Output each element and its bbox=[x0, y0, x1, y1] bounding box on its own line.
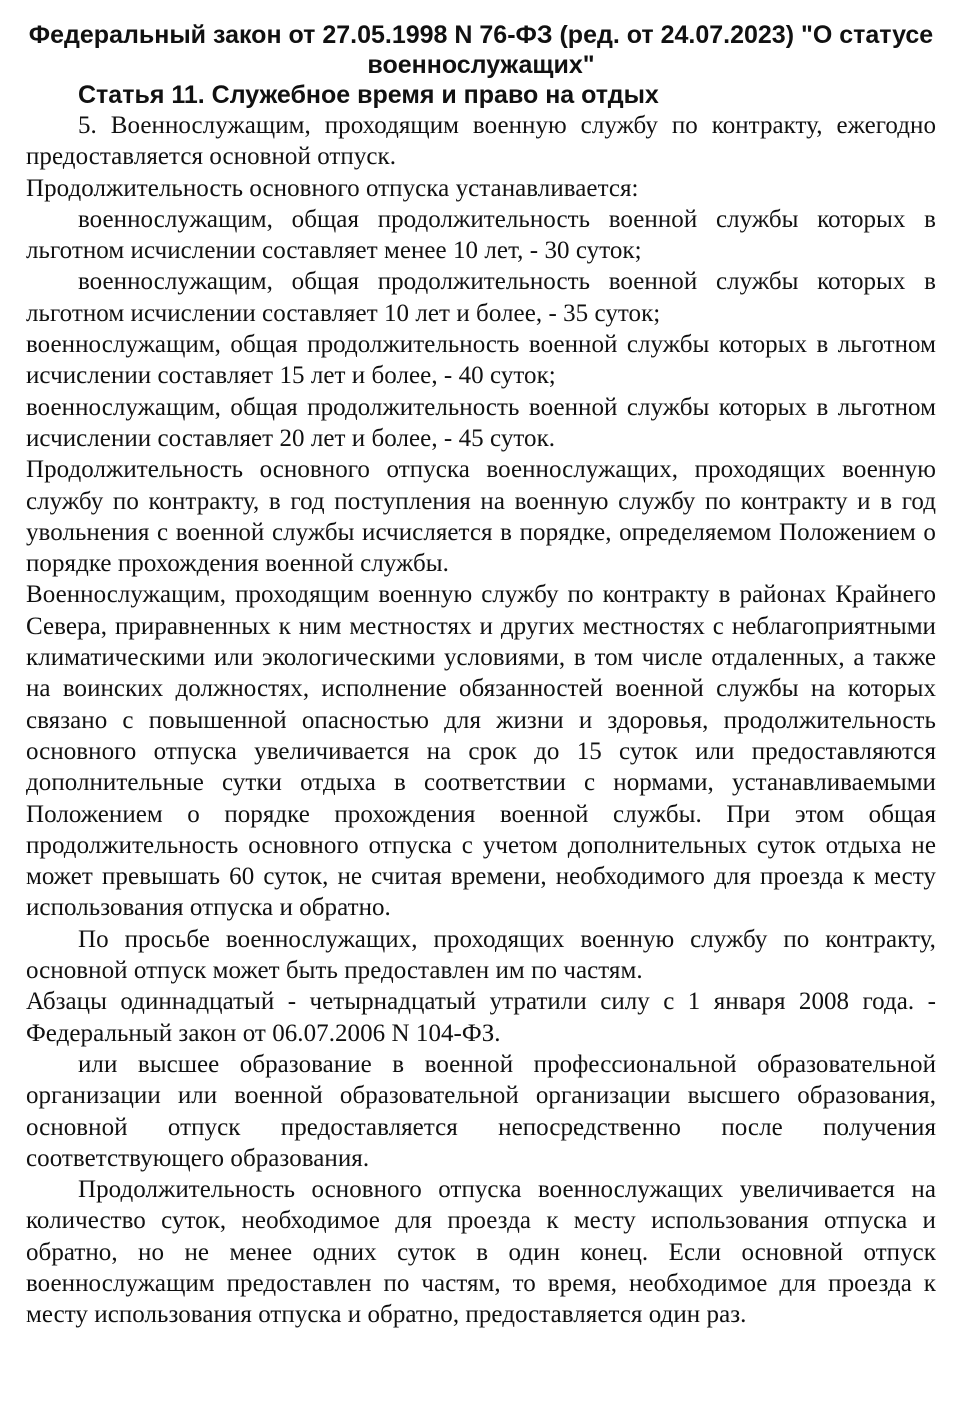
paragraph-main-leave: 5. Военнослужащим, проходящим военную службу по контракту, ежегодно предоставляется основной отпуск. bbox=[26, 112, 936, 171]
paragraph-split-leave: По просьбе военнослужащих, проходящих военную службу по контракту, основной отпуск может быть предоставлен им по частям. bbox=[26, 925, 936, 985]
paragraph-travel-time: Продолжительность основного отпуска военнослужащих увеличивается на количество суток, необходимое для проезда к месту использования отпуска и обратно, но не менее одних суток в один конец. Если основной отпуск военнослужащим предоставлен по частям, то время, необходимое для проезда к месту использования отпуска и обратно, предоставляется один раз. bbox=[26, 1176, 936, 1329]
paragraph-first-last-year: Продолжительность основного отпуска военнослужащих, проходящих военную службу по контракту, в год поступления на военную службу по контракту и в год увольнения с военной службы исчисляется в порядке, определяемом Положением о порядке прохождения военной службы. bbox=[26, 456, 936, 578]
paragraph-duration-40: военнослужащим, общая продолжительность военной службы которых в льготном исчислении составляет 15 лет и более, - 40 суток; bbox=[26, 331, 936, 390]
paragraph-repealed: Абзацы одиннадцатый - четырнадцатый утратили силу с 1 января 2008 года. - Федеральный закон от 06.07.2006 N 104-ФЗ. bbox=[26, 988, 936, 1047]
document-title: Федеральный закон от 27.05.1998 N 76-ФЗ (ред. от 24.07.2023) "О статусе военнослужащих" bbox=[28, 21, 934, 79]
paragraph-after-education: или высшее образование в военной профессиональной образовательной организации или военной образовательной организации высшего образования, основной отпуск предоставляется непосредственно после получения соответствующего образования. bbox=[26, 1050, 936, 1172]
article-title: Статья 11. Служебное время и право на отдых bbox=[78, 81, 659, 109]
paragraph-duration-intro: Продолжительность основного отпуска устанавливается: bbox=[26, 174, 639, 202]
document-page bbox=[26, 20, 936, 1331]
paragraph-duration-45: военнослужащим, общая продолжительность военной службы которых в льготном исчислении составляет 20 лет и более, - 45 суток. bbox=[26, 393, 936, 452]
paragraph-northern-regions: Военнослужащим, проходящим военную службу по контракту в районах Крайнего Севера, приравненных к ним местностях и других местностях с неблагоприятными климатическими или экологическими условиями, в том числе отдаленных, а также на воинских должностях, исполнение обязанностей военной службы на которых связано с повышенной опасностью для жизни и здоровья, продолжительность основного отпуска увеличивается на срок до 15 суток или предоставляются дополнительные сутки отдыха в соответствии с нормами, устанавливаемыми Положением о порядке прохождения военной службы. При этом общая продолжительность основного отпуска с учетом дополнительных суток отдыха не может превышать 60 суток, не считая времени, необходимого для проезда к месту использования отпуска и обратно. bbox=[26, 581, 936, 922]
paragraph-duration-30: военнослужащим, общая продолжительность военной службы которых в льготном исчислении составляет менее 10 лет, - 30 суток; bbox=[26, 205, 936, 265]
paragraph-duration-35: военнослужащим, общая продолжительность военной службы которых в льготном исчислении составляет 10 лет и более, - 35 суток; bbox=[26, 268, 936, 327]
